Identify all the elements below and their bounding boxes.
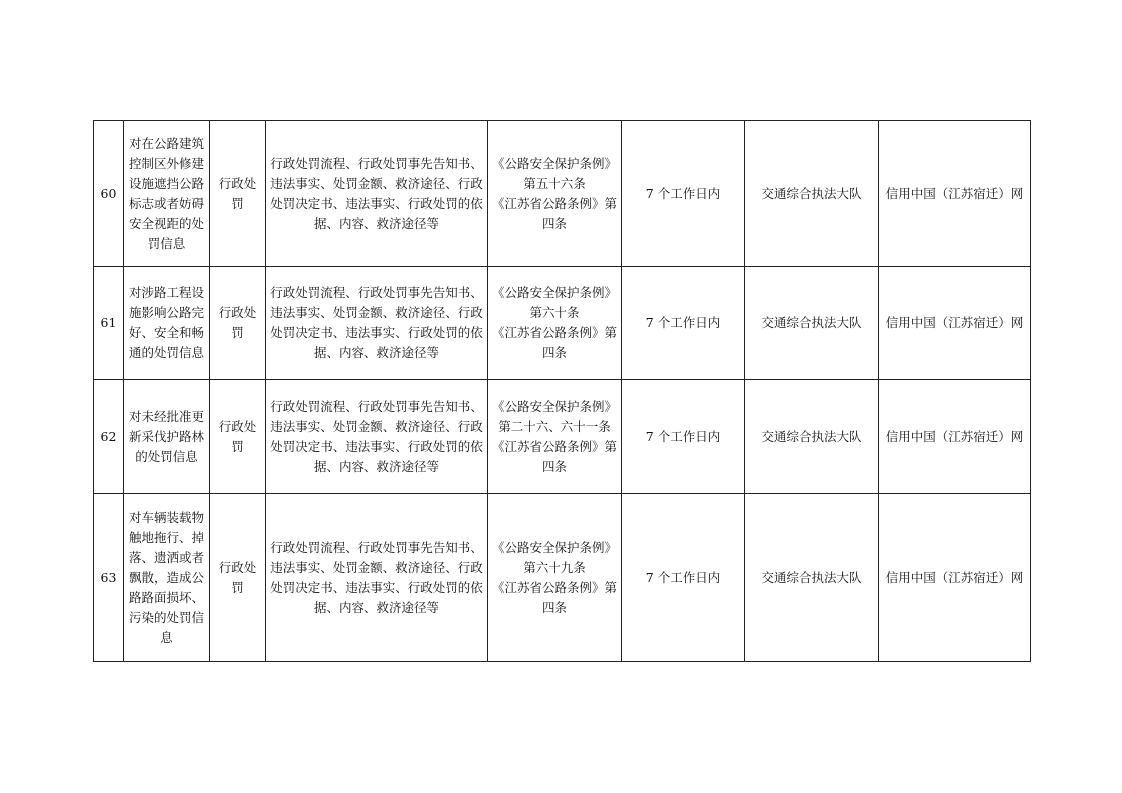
table-row [94,380,1031,494]
legal-basis-line: 《公路安全保护条例》第五十六条 [492,155,618,191]
table-row [94,267,1031,380]
table-row [94,494,1031,662]
legal-basis-line: 《江苏省公路条例》第四条 [492,579,618,615]
disclosure-time: 7 个工作日内 [622,380,745,494]
disclosure-table [93,120,1031,662]
legal-basis-line: 《公路安全保护条例》第二十六、六十一条 [492,398,618,434]
item-name: 对车辆装载物触地拖行、掉落、遗洒或者飘散，造成公路路面损坏、污染的处罚信息 [124,494,210,662]
disclosure-channel: 信用中国（江苏宿迁）网 [879,267,1031,380]
legal-basis [488,267,622,380]
responsible-dept: 交通综合执法大队 [745,494,879,662]
legal-basis-line: 《公路安全保护条例》第六十条 [492,285,618,320]
disclosure-channel: 信用中国（江苏宿迁）网 [879,380,1031,494]
row-number: 61 [94,267,124,380]
item-name: 对在公路建筑控制区外修建设施遮挡公路标志或者妨碍安全视距的处罚信息 [124,121,210,267]
disclosure-time: 7 个工作日内 [622,494,745,662]
disclosure-channel: 信用中国（江苏宿迁）网 [879,494,1031,662]
legal-basis [488,121,622,267]
disclosure-content: 行政处罚流程、行政处罚事先告知书、违法事实、处罚金额、救济途径、行政处罚决定书、违法事实、行政处罚的依据、内容、救济途径等 [266,494,488,662]
table-row [94,121,1031,267]
item-type: 行政处罚 [210,494,266,662]
disclosure-time: 7 个工作日内 [622,121,745,267]
disclosure-content: 行政处罚流程、行政处罚事先告知书、违法事实、处罚金额、救济途径、行政处罚决定书、违法事实、行政处罚的依据、内容、救济途径等 [266,121,488,267]
disclosure-time: 7 个工作日内 [622,267,745,380]
item-type: 行政处罚 [210,380,266,494]
responsible-dept: 交通综合执法大队 [745,380,879,494]
item-name: 对涉路工程设施影响公路完好、安全和畅通的处罚信息 [124,267,210,380]
item-name: 对未经批准更新采伐护路林的处罚信息 [124,380,210,494]
row-number: 62 [94,380,124,494]
legal-basis-line: 《江苏省公路条例》第四条 [492,325,618,360]
responsible-dept: 交通综合执法大队 [745,121,879,267]
legal-basis [488,380,622,494]
row-number: 60 [94,121,124,267]
responsible-dept: 交通综合执法大队 [745,267,879,380]
legal-basis-line: 《江苏省公路条例》第四条 [492,438,618,474]
legal-basis-line: 《江苏省公路条例》第四条 [492,195,618,231]
disclosure-channel: 信用中国（江苏宿迁）网 [879,121,1031,267]
item-type: 行政处罚 [210,267,266,380]
disclosure-content: 行政处罚流程、行政处罚事先告知书、违法事实、处罚金额、救济途径、行政处罚决定书、违法事实、行政处罚的依据、内容、救济途径等 [266,380,488,494]
legal-basis-line: 《公路安全保护条例》第六十九条 [492,539,618,575]
disclosure-content: 行政处罚流程、行政处罚事先告知书、违法事实、处罚金额、救济途径、行政处罚决定书、违法事实、行政处罚的依据、内容、救济途径等 [266,267,488,380]
row-number: 63 [94,494,124,662]
item-type: 行政处罚 [210,121,266,267]
legal-basis [488,494,622,662]
